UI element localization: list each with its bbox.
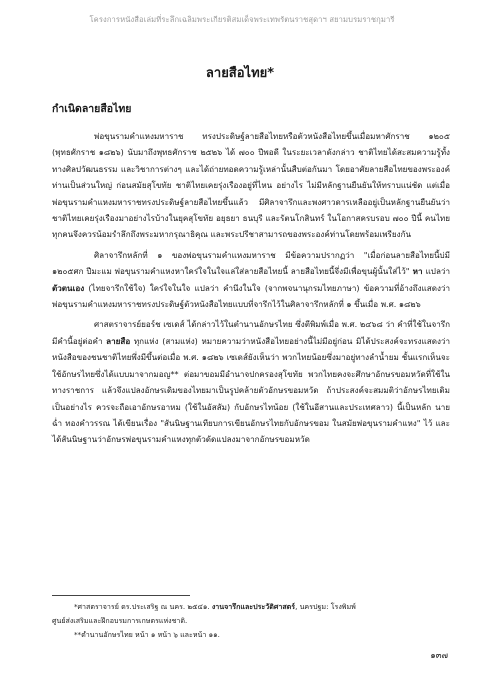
footnote-1	[52, 600, 450, 614]
paragraph-3	[52, 316, 450, 447]
paragraph-2-term-ha: หา	[409, 266, 426, 277]
running-header: โครงการหนังสือเล่มที่ระลึกเฉลิมพระเกียรติสมเด็จพระเทพรัตนราชสุดาฯ สยามบรมราชกุมารี	[89, 15, 395, 24]
page-number: ๑๓๗	[430, 651, 448, 661]
paragraph-2-text-b: แปลว่า	[425, 266, 450, 277]
paragraph-2-text-c: (ไทยจารึกใช้ใจ) ใคร่ใจในใจ แปลว่า คำนึงในใจ (จากพจนานุกรมไทยภาษา) ข้อความที่อ้างถึงแสดงว่าพ่อขุนรามคำแหงมหาราชทรงประดิษฐ์ตัวหนังสือไทยแบบที่จารึกไว้ในศิลาจารึกหลักที่ ๑ ขึ้นเมื่อ พ.ศ. ๑๘๒๖	[52, 282, 450, 310]
paragraph-1: พ่อขุนรามคำแหงมหาราช ทรงประดิษฐ์ลายสือไทยหรือตัวหนังสือไทยขึ้นเมื่อมหาศักราช ๑๒๐๕ (พุทธศักราช ๑๘๒๖) นับมาถึงพุทธศักราช ๒๕๒๖ ได้ ๗๐๐ ปีพอดี ในระยะเวลาดังกล่าว ชาติไทยได้สะสมความรู้ทั้งทางศิลปวัฒนธรรม และวิชาการต่างๆ และได้ถ่ายทอดความรู้เหล่านั้นสืบต่อกันมา โดยอาศัยลายสือไทยของพระองค์ท่านเป็นส่วนใหญ่ ก่อนสมัยสุโขทัย ชาติไทยเคยรุ่งเรืองอยู่ที่ไหน อย่างไร ไม่มีหลักฐานยืนยันให้ทราบแน่ชัด แต่เมื่อพ่อขุนรามคำแหงมหาราชทรงประดิษฐ์ลายสือไทยขึ้นแล้ว มีศิลาจารึกและพงศาวดารเหลืออยู่เป็นหลักฐานยืนยันว่า ชาติไทยเคยรุ่งเรืองมาอย่างไรบ้างในยุคสุโขทัย อยุธยา ธนบุรี และรัตนโกสินทร์ ในโอกาสครบรอบ ๗๐๐ ปีนี้ คนไทยทุกคนจึงควรน้อมรำลึกถึงพระมหากรุณาธิคุณ และพระปรีชาสามารถของพระองค์ท่านโดยพร้อมเพรียงกัน	[52, 131, 450, 240]
paragraph-3-term: ลายสือ	[106, 335, 131, 346]
paragraph-2-text-a: ศิลาจารึกหลักที่ ๑ ของพ่อขุนรามคำแหงมหาราช มีข้อความปรากฏว่า "เมื่อก่อนลายสือไทยนี้บ่มี ๑๒๐๕ศก ปีมะแม พ่อขุนรามคำแหงหาใคร่ใจในใจแล่ใส่ลายสือไทยนี้ ลายสือไทยนี้จึ่งมีเพื่อขุนผู้นั้นใส่ไว้"	[52, 249, 450, 277]
footnote-1-text-a: *ศาสตราจารย์ ดร.ประเสริฐ ณ นคร. ๒๕๔๑.	[74, 602, 212, 611]
footnote-1-continuation: ศูนย์ส่งเสริมและฝึกอบรมการเกษตรแห่งชาติ.	[52, 616, 188, 625]
footnotes	[52, 600, 450, 642]
paragraph-3-text-a: ศาสตราจารย์ยอร์ช เซเดส์ ได้กล่าวไว้ในตำนานอักษรไทย ซึ่งตีพิมพ์เมื่อ พ.ศ. ๒๔๖๘ ว่า คำที่ใช้ในจารึกมีคำนี้อยู่ต่อคำ	[52, 319, 450, 346]
body-text	[52, 128, 450, 454]
paragraph-2	[52, 247, 450, 313]
section-heading: กำเนิดลายสือไทย	[52, 103, 132, 115]
paragraph-3-text-b: ทุกแห่ง (สามแห่ง) หมายความว่าหนังสือไทยอย่างนี้ไม่มีอยู่ก่อน มิได้ประสงค์จะทรงแสดงว่า หนังสือของชนชาติไทยพึ่งมีขึ้นต่อเมื่อ พ.ศ. ๑๘๒๖ เซเดส์ยังเห็นว่า พวกไทยน้อยซึ่งมาอยู่ทางลำน้ำยม ชั้นแรกเห็นจะใช้อักษรไทยซึ่งได้แบบมาจากมอญ** ต่อมาขอมมีอำนาจปกครองสุโขทัย พวกไทยคงจะศึกษาอักษรขอมหวัดที่ใช้ในทางราชการ แล้วจึงแปลงอักษรเดิมของไทยมาเป็นรูปคล้ายตัวอักษรขอมหวัด ถ้าประสงค์จะสมมติว่าอักษรไทยเดิมเป็นอย่างไร ควรจะถือเอาอักษรอาหม (ใช้ในอัสสัม) กับอักษรไทน้อย (ใช้ในอีสานและประเทศลาว) นี้เป็นหลัก นายฉ่ำ ทองคำวรรณ ได้เขียนเรื่อง "สันนิษฐานเทียบการเขียนอักษรไทยกับอักษรขอม ในสมัยพ่อขุนรามคำแหง" ไว้ และได้สันนิษฐานว่าอักษรพ่อขุนรามคำแหงทุกตัวดัดแปลงมาจากอักษรขอมหวัด	[52, 335, 450, 445]
footnote-1-text-b: , นครปฐม: โรงพิมพ์	[295, 602, 356, 611]
paragraph-2-term: ตัวตนเอง	[52, 282, 85, 293]
page-title: ลายสือไทย*	[205, 66, 275, 81]
footnote-2: **ตำนานอักษรไทย หน้า ๑ หน้า ๖ และหน้า ๑๑.	[74, 630, 220, 639]
footnote-divider	[52, 595, 190, 596]
footnote-1-book-title: งานจารึกและประวัติศาสตร์	[211, 602, 296, 611]
